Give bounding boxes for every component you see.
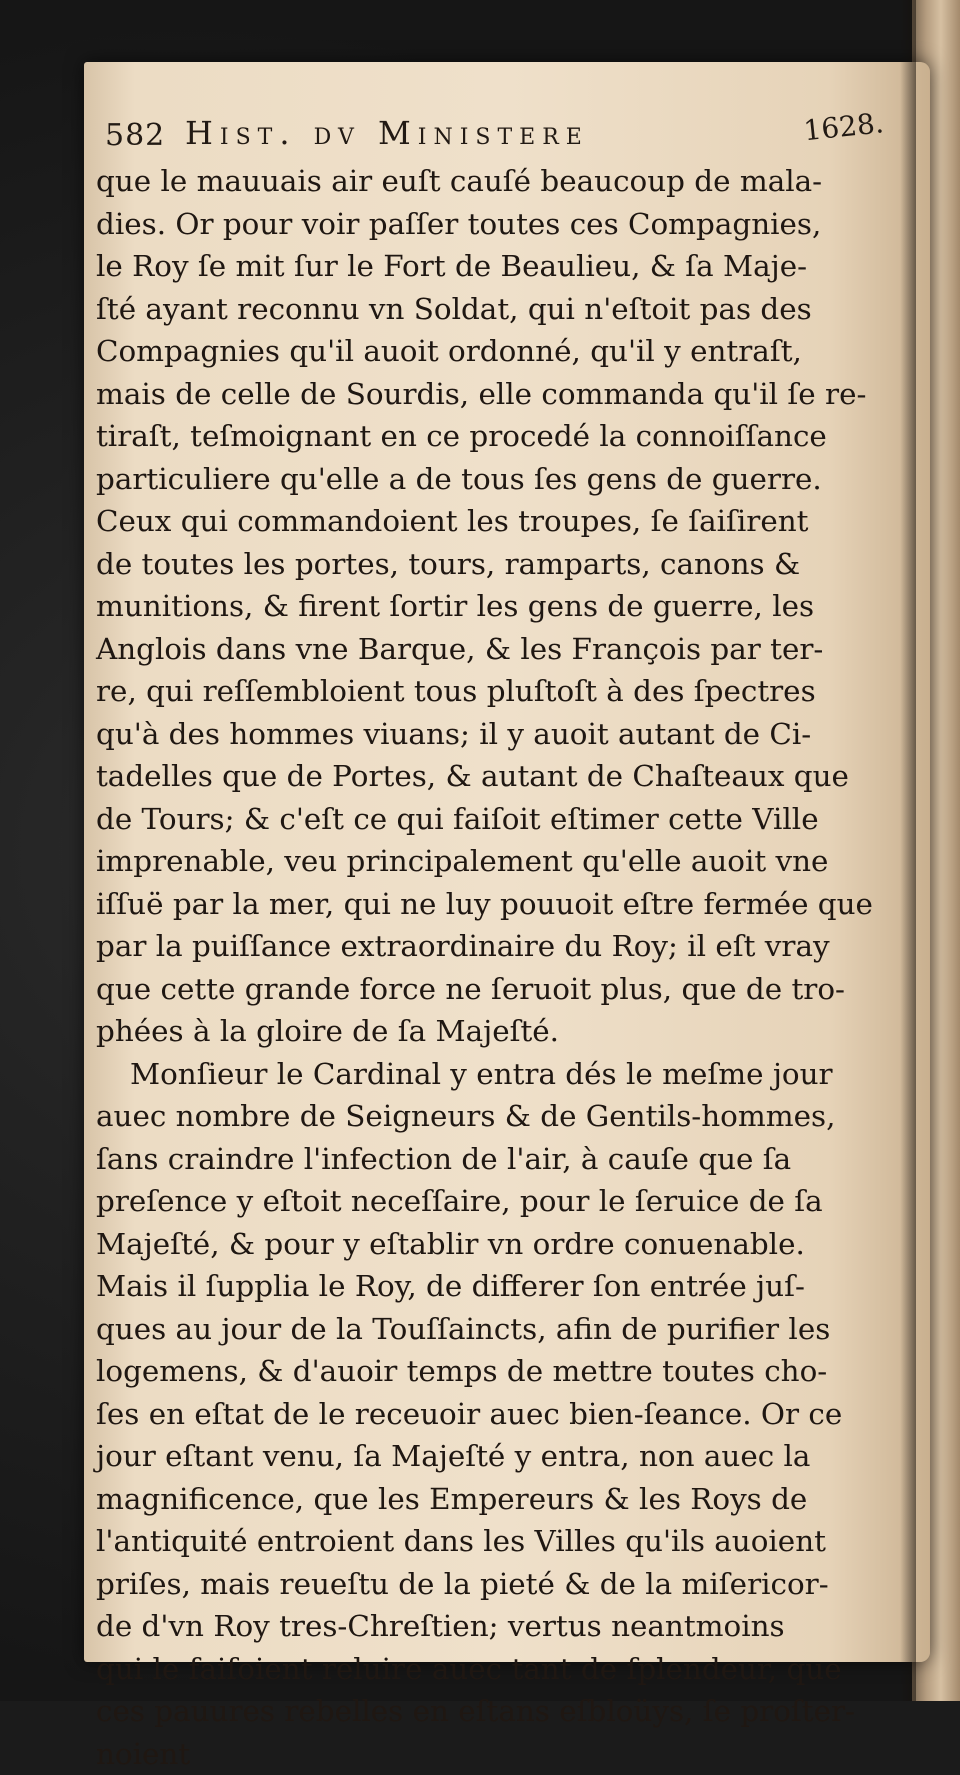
text-line: Mais il ſupplia le Roy, de differer ſon entrée juſ- bbox=[96, 1265, 886, 1308]
text-line: de d'vn Roy tres-Chreſtien; vertus neantmoins bbox=[96, 1605, 886, 1648]
text-line: Compagnies qu'il auoit ordonné, qu'il y entraſt, bbox=[96, 330, 886, 373]
text-line: logemens, & d'auoir temps de mettre toutes cho- bbox=[96, 1350, 886, 1393]
text-line: noient bbox=[96, 1733, 886, 1775]
text-line: munitions, & firent ſortir les gens de guerre, les bbox=[96, 585, 886, 628]
text-line: phées à la gloire de ſa Majeſté. bbox=[96, 1010, 886, 1053]
text-line: l'antiquité entroient dans les Villes qu'ils auoient bbox=[96, 1520, 886, 1563]
running-head: Hist. dv Ministere bbox=[185, 114, 589, 152]
text-line: re, qui reſſembloient tous pluſtoſt à des ſpectres bbox=[96, 670, 886, 713]
page-fold-shadow bbox=[900, 0, 916, 1701]
paragraph-start-line: Monſieur le Cardinal y entra dés le meſme jour bbox=[96, 1053, 886, 1096]
text-line: magnificence, que les Empereurs & les Roys de bbox=[96, 1478, 886, 1521]
page-header bbox=[105, 106, 885, 164]
text-line: ces pauures rebelles en eſtans eſbloüys, ſe proſter- bbox=[96, 1690, 886, 1733]
page-number: 582 bbox=[105, 118, 165, 153]
body-text bbox=[96, 160, 886, 1775]
text-line: mais de celle de Sourdis, elle commanda qu'il ſe re- bbox=[96, 373, 886, 416]
text-line: dies. Or pour voir paſſer toutes ces Compagnies, bbox=[96, 203, 886, 246]
text-line: imprenable, veu principalement qu'elle auoit vne bbox=[96, 840, 886, 883]
text-line: qui le faiſoient reluire auec tant de ſplendeur, que bbox=[96, 1648, 886, 1691]
text-line: ſté ayant reconnu vn Soldat, qui n'eſtoit pas des bbox=[96, 288, 886, 331]
year-marker: 1628. bbox=[802, 106, 885, 147]
text-line: priſes, mais reueſtu de la pieté & de la miſericor- bbox=[96, 1563, 886, 1606]
text-line: iſſuë par la mer, qui ne luy pouuoit eſtre fermée que bbox=[96, 883, 886, 926]
text-line: Anglois dans vne Barque, & les François par ter- bbox=[96, 628, 886, 671]
text-line: ſes en eſtat de le receuoir auec bien-ſeance. Or ce bbox=[96, 1393, 886, 1436]
text-line: le Roy ſe mit ſur le Fort de Beaulieu, & ſa Maje- bbox=[96, 245, 886, 288]
text-line: tiraſt, teſmoignant en ce procedé la connoiſſance bbox=[96, 415, 886, 458]
text-line: ſans craindre l'infection de l'air, à cauſe que ſa bbox=[96, 1138, 886, 1181]
text-line: par la puiſſance extraordinaire du Roy; il eſt vray bbox=[96, 925, 886, 968]
text-line: de toutes les portes, tours, ramparts, canons & bbox=[96, 543, 886, 586]
text-line: que cette grande force ne ſeruoit plus, que de tro- bbox=[96, 968, 886, 1011]
text-line: que le mauuais air euſt cauſé beaucoup de mala- bbox=[96, 160, 886, 203]
text-line: qu'à des hommes viuans; il y auoit autant de Ci- bbox=[96, 713, 886, 756]
text-line: Majeſté, & pour y eſtablir vn ordre conuenable. bbox=[96, 1223, 886, 1266]
text-line: jour eſtant venu, ſa Majeſté y entra, non auec la bbox=[96, 1435, 886, 1478]
text-line: ques au jour de la Touſſaincts, afin de purifier les bbox=[96, 1308, 886, 1351]
text-line: particuliere qu'elle a de tous ſes gens de guerre. bbox=[96, 458, 886, 501]
text-line: Ceux qui commandoient les troupes, ſe ſaiſirent bbox=[96, 500, 886, 543]
text-line: tadelles que de Portes, & autant de Chaſteaux que bbox=[96, 755, 886, 798]
text-line: auec nombre de Seigneurs & de Gentils-hommes, bbox=[96, 1095, 886, 1138]
text-line: preſence y eſtoit neceſſaire, pour le ſeruice de ſa bbox=[96, 1180, 886, 1223]
text-line: de Tours; & c'eſt ce qui faiſoit eſtimer cette Ville bbox=[96, 798, 886, 841]
